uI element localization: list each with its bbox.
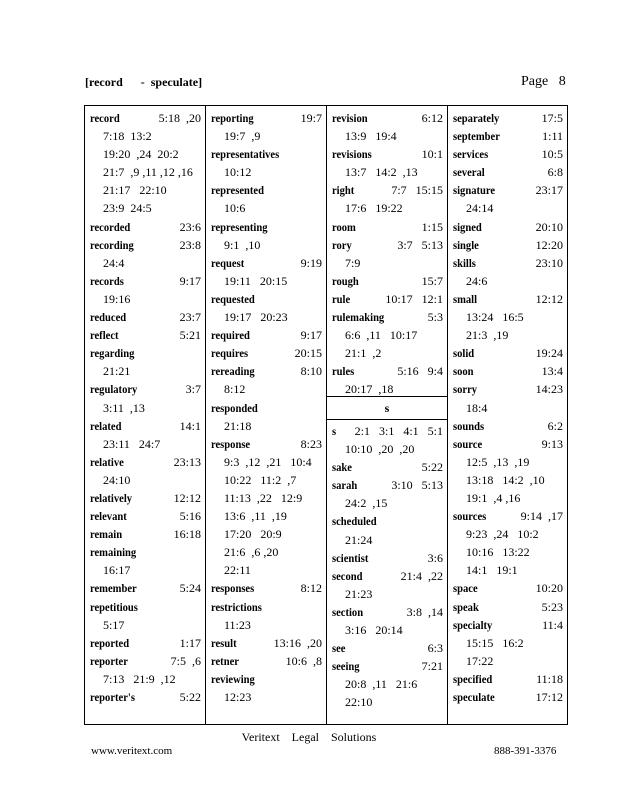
page-line-refs: 14:1 19:1 [466,563,518,578]
index-entry-continuation [453,471,563,489]
page-line-refs: 7:13 21:9 ,12 [103,671,176,686]
page-number: Page 8 [521,74,566,89]
page-line-refs: 2:1 3:1 4:1 5:1 [354,424,443,438]
index-entry-continuation [332,675,443,693]
page-line-refs: 21:4 ,22 [400,568,443,583]
page-line-refs: 9:14 ,17 [520,509,563,524]
index-entry-continuation [332,531,443,549]
index-entry: reporter 7:5 ,6 [90,652,201,670]
page-line-refs: 5:23 [541,599,563,614]
page-line-refs: 10:5 [541,147,563,162]
index-entry-continuation [211,199,322,217]
index-entry: rereading 8:10 [211,362,322,380]
index-entry-continuation [332,326,443,344]
page-line-refs: 20:8 ,11 21:6 [345,677,418,692]
index-entry: sources 9:14 ,17 [453,507,563,525]
index-entry-continuation [211,308,322,326]
page-line-refs: 13:24 16:5 [466,310,524,325]
page-line-refs: 21:21 [103,364,131,379]
index-entry: speculate 17:12 [453,688,563,706]
index-entry: remaining [90,545,137,560]
index-entry: reported 1:17 [90,634,201,652]
page-line-refs: 18:4 [466,400,488,415]
index-entry-continuation [90,254,201,272]
page-line-refs: 21:17 22:10 [103,183,167,198]
index-entry: remain 16:18 [90,525,201,543]
page-line-refs: 16:18 [173,527,201,542]
page-line-refs: 21:7 ,9 ,11 ,12 ,16 [103,165,193,180]
page-line-refs: 6:2 [547,418,563,433]
index-entry: regarding [90,346,135,361]
page-line-refs: 23:6 [179,219,201,234]
page-line-refs: 10:16 13:22 [466,545,530,560]
page-line-refs: 19:24 [535,346,563,361]
page-line-refs: 10:22 11:2 ,7 [224,472,297,487]
index-entry: separately 17:5 [453,109,563,127]
index-entry-continuation [453,525,563,543]
page-line-refs: 12:5 ,13 ,19 [466,454,530,469]
index-entry-continuation [211,507,322,525]
index-entry-continuation [211,417,322,435]
index-entry: sorry 14:23 [453,380,563,398]
index-entry: recorded 23:6 [90,218,201,236]
page-line-refs: 3:16 20:14 [345,623,403,638]
page-line-refs: 21:24 [345,532,373,547]
page-line-refs: 10:20 [535,581,563,596]
index-entry: remember 5:24 [90,579,201,597]
page-line-refs: 21:3 ,19 [466,328,509,343]
page-line-refs: 5:3 [427,310,443,325]
index-entry-continuation [90,471,201,489]
index-entry: recording 23:8 [90,236,201,254]
index-entry: right 7:7 15:15 [332,181,443,199]
index-entry: representatives [211,147,280,162]
page-line-refs: 9:19 [300,255,322,270]
index-entry-continuation [453,453,563,471]
page-line-refs: 15:15 16:2 [466,635,524,650]
index-entry-continuation [332,621,443,639]
index-entry-continuation [211,272,322,290]
index-entry-continuation [332,163,443,181]
page-line-refs: 10:1 [421,147,443,162]
index-entry: specified 11:18 [453,670,563,688]
page-line-refs: 5:21 [179,328,201,343]
page-line-refs: 15:7 [421,273,443,288]
index-entry: services 10:5 [453,145,563,163]
page-line-refs: 8:12 [300,581,322,596]
page-line-refs: 24:4 [103,255,125,270]
index-entry: sounds 6:2 [453,417,563,435]
index-entry-continuation [332,693,443,711]
index-entry-continuation [90,127,201,145]
page-line-refs: 12:20 [535,237,563,252]
index-entry-continuation [90,399,201,417]
index-entry: speak 5:23 [453,598,563,616]
page-line-refs: 7:21 [421,659,443,674]
page-line-refs: 12:23 [224,690,252,704]
index-entry-continuation [453,308,563,326]
page-line-refs: 23:7 [179,310,201,325]
index-entry: rulemaking 5:3 [332,308,443,326]
page-line-refs: 19:11 20:15 [224,273,288,288]
index-entry: solid 19:24 [453,344,563,362]
page-line-refs: 6:8 [547,165,563,180]
index-entry: rules 5:16 9:4 [332,362,443,380]
index-entry: reduced 23:7 [90,308,201,326]
page-line-refs: 19:20 ,24 20:2 [103,147,179,162]
page-line-refs: 10:6 [224,201,246,216]
page-line-refs: 20:10 [535,219,563,234]
index-entry: seeing 7:21 [332,657,443,675]
index-entry: sarah 3:10 5:13 [332,476,443,494]
index-entry-continuation [211,489,322,507]
page-line-refs: 23:9 24:5 [103,201,152,216]
index-entry: source 9:13 [453,435,563,453]
index-entry: required 9:17 [211,326,322,344]
index-entry-continuation [211,453,322,471]
page-line-refs: 17:20 20:9 [224,527,282,542]
page-line-refs: 21:1 ,2 [345,346,382,361]
index-entry: rory 3:7 5:13 [332,236,443,254]
page-line-refs: 11:4 [542,617,563,632]
page-line-refs: 3:11 ,13 [103,400,145,415]
index-entry: repetitious [90,599,138,614]
index-column-4 [448,106,567,724]
index-entry-continuation [211,236,322,254]
page-line-refs: 24:6 [466,273,488,288]
index-entry: room 1:15 [332,218,443,236]
index-entry: represented [211,183,264,198]
page-line-refs: 13:7 14:2 ,13 [345,165,418,180]
index-entry-continuation [90,362,201,380]
index-entry: responses 8:12 [211,579,322,597]
index-entry-continuation [453,543,563,561]
page-line-refs: 6:12 [421,111,443,125]
index-entry-continuation [211,525,322,543]
index-entry: reporter's 5:22 [90,688,201,706]
page-line-refs: 17:12 [535,690,563,704]
page-line-refs: 16:17 [103,563,131,578]
page-line-refs: 1:15 [421,219,443,234]
index-entry-continuation [90,199,201,217]
index-entry-continuation [332,585,443,603]
index-table [84,105,568,725]
page-line-refs: 5:16 [179,509,201,524]
index-entry-continuation [332,344,443,362]
footer-website: www.veritext.com [91,745,173,757]
index-entry: scientist 3:6 [332,549,443,567]
index-entry: records 9:17 [90,272,201,290]
index-entry-continuation [453,489,563,507]
page-line-refs: 6:6 ,11 10:17 [345,328,418,343]
index-entry: retner 10:6 ,8 [211,652,322,670]
index-entry: s 2:1 3:1 4:1 5:1 [332,422,443,440]
index-column-3 [327,106,448,724]
page-line-refs: 19:7 ,9 [224,129,261,144]
index-entry: second 21:4 ,22 [332,567,443,585]
page-line-refs: 9:23 ,24 10:2 [466,527,539,542]
page-line-refs: 23:17 [535,183,563,198]
index-entry-continuation [211,380,322,398]
index-entry-continuation [453,634,563,652]
index-entry: single 12:20 [453,236,563,254]
index-entry: requires 20:15 [211,344,322,362]
page-line-refs: 14:23 [535,382,563,397]
page-line-refs: 21:18 [224,418,252,433]
page-line-refs: 17:6 19:22 [345,201,403,216]
page-line-refs: 9:13 [541,436,563,451]
page-line-refs: 3:7 5:13 [397,237,443,252]
page-line-refs: 19:17 20:23 [224,310,288,325]
index-entry-continuation [453,652,563,670]
index-entry-continuation [90,181,201,199]
index-entry-continuation [211,471,322,489]
page-line-refs: 11:13 ,22 12:9 [224,490,303,505]
index-entry: related 14:1 [90,417,201,435]
index-entry-continuation [332,127,443,145]
page-line-refs: 8:10 [300,364,322,379]
index-entry-continuation [90,163,201,181]
index-entry: specialty 11:4 [453,616,563,634]
page-line-refs: 3:7 [185,382,201,397]
index-entry: record 5:18 ,20 [90,109,201,127]
page-line-refs: 24:10 [103,472,131,487]
index-entry-continuation [453,272,563,290]
index-entry-continuation [453,561,563,579]
index-entry-continuation [332,494,443,512]
page-line-refs: 11:23 [224,617,251,632]
index-entry: revision 6:12 [332,109,443,127]
page-line-refs: 14:1 [179,418,201,433]
index-entry: rule 10:17 12:1 [332,290,443,308]
index-entry: signature 23:17 [453,181,563,199]
page-line-refs: 10:6 ,8 [285,653,322,668]
page-line-refs: 24:14 [466,201,494,216]
index-entry: section 3:8 ,14 [332,603,443,621]
index-entry-continuation [453,326,563,344]
footer-company: Veritext Legal Solutions [241,730,377,744]
page-line-refs: 7:9 [345,255,361,270]
index-entry: skills 23:10 [453,254,563,272]
index-column-1 [85,106,206,724]
index-entry: space 10:20 [453,579,563,597]
index-entry: relatively 12:12 [90,489,201,507]
index-entry: signed 20:10 [453,218,563,236]
page-line-refs: 19:7 [300,111,322,125]
page-line-refs: 8:12 [224,382,246,397]
page-line-refs: 20:15 [294,346,322,361]
index-entry-continuation [90,290,201,308]
section-letter-s: s [327,396,447,420]
page-line-refs: 10:12 [224,165,252,180]
index-entry: response 8:23 [211,435,322,453]
page-line-refs: 5:17 [103,617,125,632]
page-line-refs: 13:18 14:2 ,10 [466,472,545,487]
index-entry: revisions 10:1 [332,145,443,163]
index-entry-continuation [332,440,443,458]
page-line-refs: 22:10 [345,695,373,710]
index-entry: sake 5:22 [332,458,443,476]
index-entry-continuation [90,670,201,688]
page-line-refs: 7:18 13:2 [103,129,152,144]
index-entry-continuation [453,399,563,417]
index-entry-continuation [211,127,322,145]
page-line-refs: 9:3 ,12 ,21 10:4 [224,454,312,469]
page-line-refs: 3:6 [427,550,443,565]
footer-phone: 888-391-3376 [494,745,557,757]
page-line-refs: 22:11 [224,563,251,578]
page-line-refs: 11:18 [536,671,563,686]
index-entry: soon 13:4 [453,362,563,380]
index-entry: scheduled [332,514,377,529]
index-entry: reviewing [211,671,255,686]
index-entry: reporting 19:7 [211,109,322,127]
page-line-refs: 21:23 [345,586,373,601]
index-entry: reflect 5:21 [90,326,201,344]
page-line-refs: 23:13 [173,454,201,469]
page-line-refs: 1:17 [179,635,201,650]
page-line-refs: 13:6 ,11 ,19 [224,509,287,524]
page-line-refs: 13:9 19:4 [345,129,397,144]
index-entry-continuation [90,435,201,453]
index-entry: see 6:3 [332,639,443,657]
page-line-refs: 5:18 ,20 [158,111,201,125]
index-entry-continuation [211,561,322,579]
page-line-refs: 3:10 5:13 [391,478,443,493]
index-entry-continuation [90,145,201,163]
page-line-refs: 17:5 [541,111,563,125]
index-range: [record - speculate] [85,75,203,89]
page-line-refs: 20:17 ,18 [345,382,394,397]
page-line-refs: 5:22 [421,460,443,475]
index-entry: result 13:16 ,20 [211,634,322,652]
index-entry-continuation [211,543,322,561]
index-entry: several 6:8 [453,163,563,181]
page-line-refs: 13:16 ,20 [273,635,322,650]
page-line-refs: 5:22 [179,690,201,704]
index-entry: small 12:12 [453,290,563,308]
page-line-refs: 19:1 ,4 ,16 [466,490,521,505]
page-line-refs: 13:4 [541,364,563,379]
page-line-refs: 5:16 9:4 [397,364,443,379]
page-line-refs: 9:17 [300,328,322,343]
page-line-refs: 21:6 ,6 ,20 [224,545,279,560]
index-entry: request 9:19 [211,254,322,272]
index-entry-continuation [332,254,443,272]
index-column-2 [206,106,327,724]
page-line-refs: 9:17 [179,273,201,288]
page-line-refs: 3:8 ,14 [406,604,443,619]
page-line-refs: 7:7 15:15 [391,183,443,198]
page-line-refs: 12:12 [173,490,201,505]
index-entry: restrictions [211,599,262,614]
page-line-refs: 23:11 24:7 [103,436,161,451]
index-entry: relevant 5:16 [90,507,201,525]
index-entry-continuation [453,199,563,217]
page-line-refs: 5:24 [179,581,201,596]
page-line-refs: 7:5 ,6 [170,653,201,668]
index-entry-continuation [211,163,322,181]
index-entry-continuation [90,616,201,634]
index-entry: rough 15:7 [332,272,443,290]
index-entry: regulatory 3:7 [90,380,201,398]
page-line-refs: 1:11 [542,129,563,144]
index-entry: responded [211,400,258,415]
index-entry-continuation [90,561,201,579]
index-entry-continuation [211,616,322,634]
page-line-refs: 23:8 [179,237,201,252]
page-line-refs: 8:23 [300,436,322,451]
index-entry: september 1:11 [453,127,563,145]
page-line-refs: 9:1 ,10 [224,237,261,252]
index-entry-continuation [211,688,322,706]
page-line-refs: 23:10 [535,255,563,270]
page-line-refs: 10:17 12:1 [385,291,443,306]
page-line-refs: 17:22 [466,653,494,668]
page-line-refs: 10:10 ,20 ,20 [345,442,415,457]
index-entry: requested [211,291,255,306]
page-line-refs: 12:12 [535,291,563,306]
page-line-refs: 19:16 [103,291,131,306]
index-entry: relative 23:13 [90,453,201,471]
page-line-refs: 6:3 [427,641,443,656]
index-entry-continuation [332,199,443,217]
index-entry: representing [211,219,268,234]
page-line-refs: 24:2 ,15 [345,496,388,511]
